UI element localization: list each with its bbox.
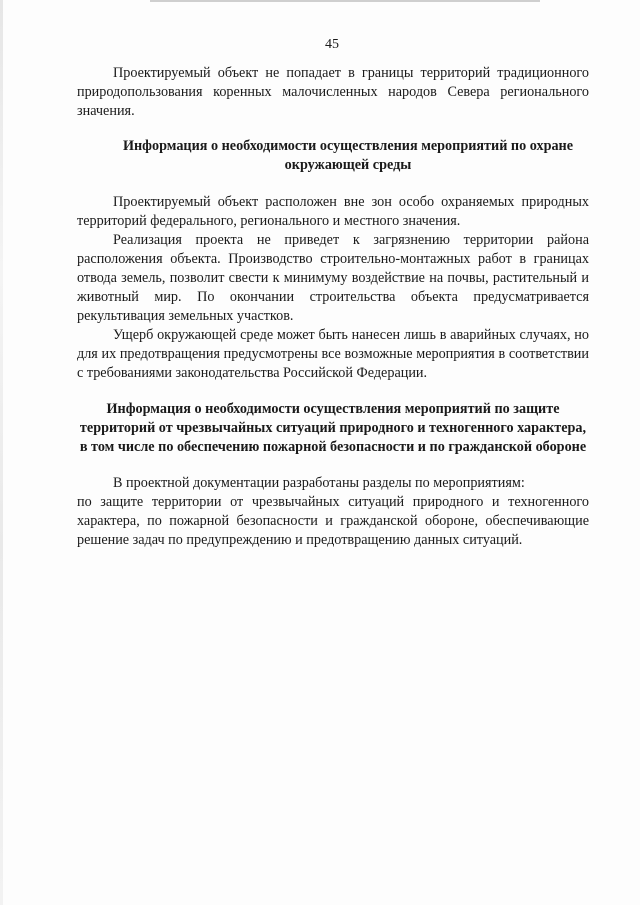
document-body (77, 64, 589, 550)
scan-edge-left (0, 0, 3, 905)
paragraph-emergency-intro: В проектной документации разработаны разделы по мероприятиям: (113, 475, 525, 491)
paragraph-protected-areas: Проектируемый объект расположен вне зон особо охраняемых природных территорий федерального, регионального и местного значения. (77, 194, 589, 229)
paragraph-project-impact: Реализация проекта не приведет к загрязнению территории района расположения объекта. Производство строительно-монтажных работ в границах отвода земель, позволит свести к минимуму воздействие на почвы, растительный и животный мир. По окончании строительства объекта предусматривается рекультивация земельных участков. (77, 232, 589, 324)
paragraph-emergency-measures: по защите территории от чрезвычайных ситуаций природного и техногенного характера, по пожарной безопасности и гражданской обороне, обеспечивающие решение задач по предупреждению и предотвращению данных ситуаций. (77, 494, 589, 548)
heading-environmental-protection: Информация о необходимости осуществления мероприятий по охране окружающей среды (122, 138, 574, 173)
heading-emergency-protection: Информация о необходимости осуществления мероприятий по защите территорий от чрезвычайных ситуаций природного и техногенного характера, в том числе по обеспечению пожарной безопасности и по гражданской обороне (79, 401, 587, 455)
paragraph-traditional-land-use: Проектируемый объект не попадает в границы территорий традиционного природопользования коренных малочисленных народов Севера регионального значения. (77, 65, 589, 119)
paragraph-environmental-damage: Ущерб окружающей среде может быть нанесен лишь в аварийных случаях, но для их предотвращения предусмотрены все возможные мероприятия в соответствии с требованиями законодательства Российской Федерации. (77, 327, 589, 381)
page-number: 45 (325, 37, 339, 52)
scan-edge-top (150, 0, 540, 2)
